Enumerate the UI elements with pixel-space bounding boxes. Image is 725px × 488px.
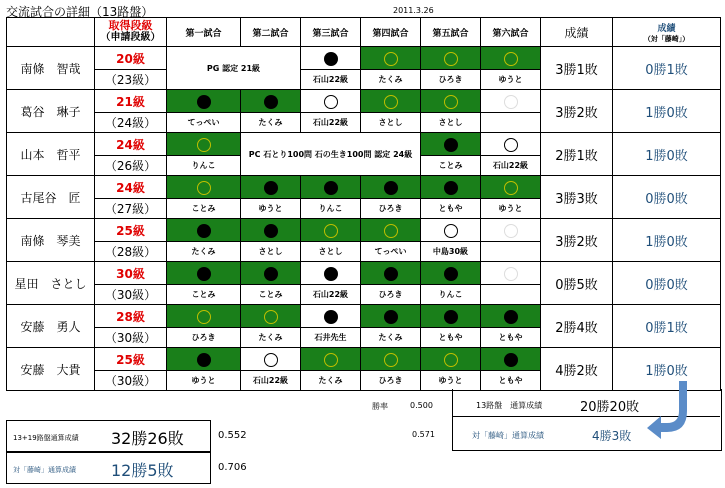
player-name: 安藤 大貴 <box>7 348 95 391</box>
player-row <box>7 348 721 371</box>
game-opponent: ひろき <box>421 70 481 90</box>
game-opponent <box>481 285 541 305</box>
game-opponent: ことみ <box>241 285 301 305</box>
game-opponent: 石山22級 <box>301 70 361 90</box>
black-stone-icon <box>324 267 338 281</box>
open-stone-icon <box>504 181 518 195</box>
player-row <box>7 133 721 156</box>
game-result <box>167 90 241 113</box>
player-vs-result: 0勝0敗 <box>613 176 721 219</box>
open-stone-icon <box>197 181 211 195</box>
results-table <box>6 17 721 391</box>
header-game-3: 第三試合 <box>301 18 361 47</box>
game-result <box>361 348 421 371</box>
open-stone-icon <box>384 224 398 238</box>
game-opponent: たくみ <box>241 328 301 348</box>
certification-note: PG 認定 21級 <box>167 47 301 90</box>
player-vs-result: 1勝0敗 <box>613 133 721 176</box>
game-opponent: ともや <box>421 199 481 219</box>
game-opponent: ゆうと <box>481 199 541 219</box>
black-stone-icon <box>504 310 518 324</box>
game-opponent: ゆうと <box>241 199 301 219</box>
game-opponent: りんこ <box>167 156 241 176</box>
open-stone-icon <box>197 138 211 152</box>
game-opponent <box>481 242 541 262</box>
game-opponent: てっぺい <box>167 113 241 133</box>
player-row <box>7 47 721 70</box>
black-stone-icon <box>444 181 458 195</box>
open-stone-icon <box>444 95 458 109</box>
game-opponent: さとし <box>361 113 421 133</box>
game-result <box>361 262 421 285</box>
player-result: 3勝2敗 <box>541 90 613 133</box>
game-result <box>241 305 301 328</box>
vs-all-value: 12勝5敗 <box>111 461 174 480</box>
header-game-1: 第一試合 <box>167 18 241 47</box>
player-result: 2勝1敗 <box>541 133 613 176</box>
game-result <box>167 133 241 156</box>
game-result <box>421 90 481 113</box>
open-stone-icon <box>264 353 278 367</box>
game-result <box>167 262 241 285</box>
black-stone-icon <box>504 353 518 367</box>
black-stone-icon <box>444 138 458 152</box>
black-stone-icon <box>324 181 338 195</box>
game-result <box>241 90 301 113</box>
game-result <box>301 90 361 113</box>
player-vs-result: 0勝1敗 <box>613 305 721 348</box>
black-stone-icon <box>444 310 458 324</box>
game-result <box>167 348 241 371</box>
game-opponent: ひろき <box>167 328 241 348</box>
game-opponent: ことみ <box>421 156 481 176</box>
player-name: 山本 哲平 <box>7 133 95 176</box>
black-stone-icon <box>384 181 398 195</box>
game-result <box>421 176 481 199</box>
game-result <box>481 90 541 113</box>
game-result <box>241 219 301 242</box>
game-opponent: さとし <box>421 113 481 133</box>
open-stone-icon <box>384 95 398 109</box>
game-result <box>481 262 541 285</box>
game-result <box>301 305 361 328</box>
player-result: 4勝2敗 <box>541 348 613 391</box>
open-stone-icon <box>264 310 278 324</box>
total13-label: 13路盤 通算成績 <box>476 401 543 410</box>
game-opponent: たくみ <box>361 70 421 90</box>
black-stone-icon <box>197 353 211 367</box>
all-rate: 0.552 <box>218 430 247 441</box>
player-row <box>7 262 721 285</box>
player-name: 葛谷 琳子 <box>7 90 95 133</box>
open-stone-icon <box>444 353 458 367</box>
player-name: 星田 さとし <box>7 262 95 305</box>
header-game-4: 第四試合 <box>361 18 421 47</box>
player-name: 古尾谷 匠 <box>7 176 95 219</box>
player-name: 南條 智哉 <box>7 47 95 90</box>
player-vs-result: 0勝0敗 <box>613 262 721 305</box>
player-dan: （23級） <box>95 70 167 90</box>
player-grade: 30級 <box>95 262 167 285</box>
game-opponent: ゆうと <box>167 371 241 391</box>
player-name: 南條 琴美 <box>7 219 95 262</box>
player-row <box>7 90 721 113</box>
header-game-2: 第二試合 <box>241 18 301 47</box>
player-row <box>7 305 721 328</box>
game-opponent: ひろき <box>361 285 421 305</box>
game-opponent: 石山22級 <box>241 371 301 391</box>
player-grade: 24級 <box>95 133 167 156</box>
game-opponent: ゆうと <box>481 70 541 90</box>
game-result <box>361 219 421 242</box>
player-vs-result: 0勝1敗 <box>613 47 721 90</box>
black-stone-icon <box>197 95 211 109</box>
game-opponent: ゆうと <box>421 371 481 391</box>
player-dan: （28級） <box>95 242 167 262</box>
game-result <box>421 348 481 371</box>
player-name: 安藤 勇人 <box>7 305 95 348</box>
player-grade: 25級 <box>95 348 167 371</box>
player-row <box>7 176 721 199</box>
player-result: 3勝1敗 <box>541 47 613 90</box>
game-opponent: ひろき <box>361 199 421 219</box>
player-vs-result: 1勝0敗 <box>613 90 721 133</box>
game-result <box>421 133 481 156</box>
game-opponent: てっぺい <box>361 242 421 262</box>
black-stone-icon <box>264 95 278 109</box>
header-blank <box>7 18 95 47</box>
game-result <box>421 305 481 328</box>
player-result: 0勝5敗 <box>541 262 613 305</box>
game-result <box>167 219 241 242</box>
game-result <box>301 176 361 199</box>
game-opponent: 石井先生 <box>301 328 361 348</box>
game-opponent: りんこ <box>301 199 361 219</box>
game-opponent: たくみ <box>167 242 241 262</box>
rate-vs: 0.571 <box>412 430 435 439</box>
game-opponent: ことみ <box>167 199 241 219</box>
player-dan: （24級） <box>95 113 167 133</box>
game-opponent: ことみ <box>167 285 241 305</box>
black-stone-icon <box>444 267 458 281</box>
black-stone-icon <box>324 310 338 324</box>
black-stone-icon <box>197 267 211 281</box>
page-title: 交流試合の詳細（13路盤） <box>6 5 154 19</box>
date-label: 2011.3.26 <box>393 6 434 15</box>
player-grade: 24級 <box>95 176 167 199</box>
open-stone-icon <box>324 353 338 367</box>
game-opponent: ともや <box>421 328 481 348</box>
player-result: 2勝4敗 <box>541 305 613 348</box>
arrow-icon <box>647 381 687 439</box>
black-stone-icon <box>197 224 211 238</box>
player-vs-result: 1勝0敗 <box>613 219 721 262</box>
game-result <box>241 348 301 371</box>
player-vs-result: 1勝0敗 <box>613 348 721 391</box>
vs-all-rate: 0.706 <box>218 462 247 473</box>
player-result: 3勝2敗 <box>541 219 613 262</box>
game-result <box>361 305 421 328</box>
game-result <box>421 47 481 70</box>
header-game-6: 第六試合 <box>481 18 541 47</box>
vs-total-label: 対「藤崎」通算成績 <box>472 431 544 440</box>
open-stone-icon <box>197 310 211 324</box>
game-result <box>421 262 481 285</box>
player-grade: 20級 <box>95 47 167 70</box>
game-opponent: たくみ <box>241 113 301 133</box>
open-stone-icon <box>324 95 338 109</box>
player-result: 3勝3敗 <box>541 176 613 219</box>
game-result <box>481 47 541 70</box>
game-result <box>481 133 541 156</box>
game-opponent: たくみ <box>301 371 361 391</box>
all-total-value: 32勝26敗 <box>111 429 184 448</box>
rate-label: 勝率 <box>372 402 388 411</box>
game-result <box>301 219 361 242</box>
open-stone-icon <box>444 52 458 66</box>
game-opponent: 石山22級 <box>481 156 541 176</box>
black-stone-icon <box>264 181 278 195</box>
header-vs-result: 成績 （対「藤崎」） <box>613 18 721 47</box>
game-result <box>421 219 481 242</box>
header-result: 成績 <box>541 18 613 47</box>
open-stone-icon <box>384 353 398 367</box>
player-grade: 21級 <box>95 90 167 113</box>
game-result <box>361 90 421 113</box>
player-grade: 25級 <box>95 219 167 242</box>
game-result <box>167 305 241 328</box>
open-stone-icon <box>504 267 518 281</box>
game-result <box>481 176 541 199</box>
game-result <box>481 348 541 371</box>
all-total-label: 13+19路盤通算成績 <box>13 434 79 442</box>
game-result <box>481 305 541 328</box>
game-opponent <box>481 113 541 133</box>
game-result <box>481 219 541 242</box>
open-stone-icon <box>504 224 518 238</box>
open-stone-icon <box>504 138 518 152</box>
game-result <box>361 47 421 70</box>
black-stone-icon <box>324 52 338 66</box>
open-stone-icon <box>444 224 458 238</box>
open-stone-icon <box>504 95 518 109</box>
black-stone-icon <box>384 267 398 281</box>
game-result <box>167 176 241 199</box>
vs-total-value: 4勝3敗 <box>592 429 632 443</box>
game-opponent: たくみ <box>361 328 421 348</box>
game-result <box>361 176 421 199</box>
vs-all-label: 対「藤崎」通算成績 <box>13 466 76 474</box>
player-dan: （26級） <box>95 156 167 176</box>
game-opponent: さとし <box>241 242 301 262</box>
player-dan: （30級） <box>95 371 167 391</box>
open-stone-icon <box>504 52 518 66</box>
player-dan: （27級） <box>95 199 167 219</box>
vs-all-box <box>6 452 211 484</box>
player-grade: 28級 <box>95 305 167 328</box>
total13-value: 20勝20敗 <box>580 400 640 415</box>
game-result <box>241 176 301 199</box>
black-stone-icon <box>264 224 278 238</box>
game-opponent: ひろき <box>361 371 421 391</box>
game-opponent: ともや <box>481 328 541 348</box>
all-total-box <box>6 420 211 452</box>
player-row <box>7 219 721 242</box>
header-row <box>7 18 721 47</box>
header-game-5: 第五試合 <box>421 18 481 47</box>
game-result <box>301 348 361 371</box>
game-opponent: さとし <box>301 242 361 262</box>
game-opponent: 中島30級 <box>421 242 481 262</box>
player-dan: （30級） <box>95 285 167 305</box>
game-opponent: りんこ <box>421 285 481 305</box>
open-stone-icon <box>384 52 398 66</box>
black-stone-icon <box>264 267 278 281</box>
open-stone-icon <box>324 224 338 238</box>
header-rank: 取得段級 （申請段級） <box>95 18 167 47</box>
game-result <box>301 47 361 70</box>
game-opponent: 石山22級 <box>301 285 361 305</box>
rate-13: 0.500 <box>410 401 433 410</box>
player-dan: （30級） <box>95 328 167 348</box>
game-result <box>241 262 301 285</box>
game-result <box>301 262 361 285</box>
black-stone-icon <box>384 310 398 324</box>
game-opponent: ともや <box>481 371 541 391</box>
certification-note: PC 石とり100問 石の生き100問 認定 24級 <box>241 133 421 176</box>
game-opponent: 石山22級 <box>301 113 361 133</box>
